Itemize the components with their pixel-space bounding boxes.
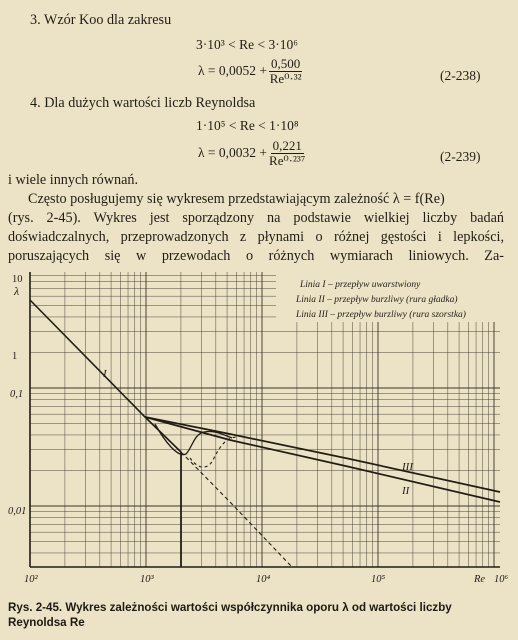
y-tick-0-01: 0,01: [8, 506, 27, 517]
x-tick-1e2: 10²: [24, 574, 38, 585]
item4-fraction: [269, 139, 305, 167]
lambda-re-chart: [0, 262, 518, 592]
paragraph-line-1: Często posługujemy się wykresem przedstawiającym zależność λ = f(Re): [28, 191, 445, 207]
x-tick-1e3: 10³: [140, 574, 154, 585]
item3-heading: 3. Wzór Koo dla zakresu: [30, 12, 172, 28]
item3-range: 3·10³ < Re < 3·10⁶: [196, 37, 298, 52]
item4-denominator: Re⁰·²³⁷: [269, 152, 306, 168]
x-axis-symbol: Re: [474, 574, 486, 585]
y-tick-1: 1: [12, 351, 18, 362]
item3-formula: [198, 57, 302, 85]
figure-caption-line-1: Rys. 2-45. Wykres zależności wartości współczynnika oporu λ od wartości liczby: [8, 601, 452, 614]
transition-curve-dashed: [190, 437, 236, 467]
curve-label-I: I: [103, 368, 107, 380]
line-III-rough: [145, 417, 500, 492]
item4-formula: [198, 139, 305, 167]
item4-range: 1·10⁵ < Re < 1·10⁸: [196, 118, 299, 133]
item3-denominator: Re⁰·³²: [269, 70, 302, 86]
line-II-smooth: [145, 417, 500, 502]
item3-fraction: [269, 57, 302, 85]
transition-curve-solid: [155, 424, 232, 455]
item3-numerator: 0,500: [271, 56, 301, 71]
x-tick-1e6: 10⁶: [494, 574, 509, 585]
item4-eq-number: (2-239): [440, 149, 481, 164]
item3-eq-number: (2-238): [440, 68, 481, 83]
line-I-extension-dashed: [181, 452, 292, 567]
item4-formula-lhs: λ = 0,0032 +: [198, 145, 268, 161]
paragraph-line-2: (rys. 2-45). Wykres jest sporządzony na podstawie wielkiej liczby badań: [8, 210, 504, 226]
y-axis-symbol: λ: [14, 284, 20, 298]
item4-numerator: 0,221: [272, 138, 302, 153]
legend-item-rough-turbulent: Linia III – przepływ burzliwy (rura szorstka): [296, 310, 466, 320]
x-tick-1e4: 10⁴: [256, 574, 271, 585]
x-tick-1e5: 10⁵: [371, 574, 386, 585]
paragraph-line-0: i wiele innych równań.: [8, 172, 139, 188]
figure-caption-line-2: Reynoldsa Re: [8, 616, 85, 629]
paragraph-line-4: poruszających się w przewodach o różnych wymiarach liniowych. Za-: [8, 248, 504, 264]
curve-label-II: II: [402, 485, 410, 497]
y-tick-0-1: 0,1: [10, 389, 24, 400]
legend-item-laminar: Linia I – przepływ uwarstwiony: [300, 280, 421, 290]
paragraph-line-3: doświadczalnych, przeprowadzonych z płynami o różnej gęstości i lepkości,: [8, 229, 504, 245]
item3-formula-lhs: λ = 0,0052 +: [198, 63, 268, 79]
legend-item-smooth-turbulent: Linia II – przepływ burzliwy (rura gładka): [296, 295, 458, 305]
y-tick-10: 10: [12, 274, 23, 285]
curve-label-III: III: [402, 461, 413, 473]
item4-heading: 4. Dla dużych wartości liczb Reynoldsa: [30, 95, 256, 111]
